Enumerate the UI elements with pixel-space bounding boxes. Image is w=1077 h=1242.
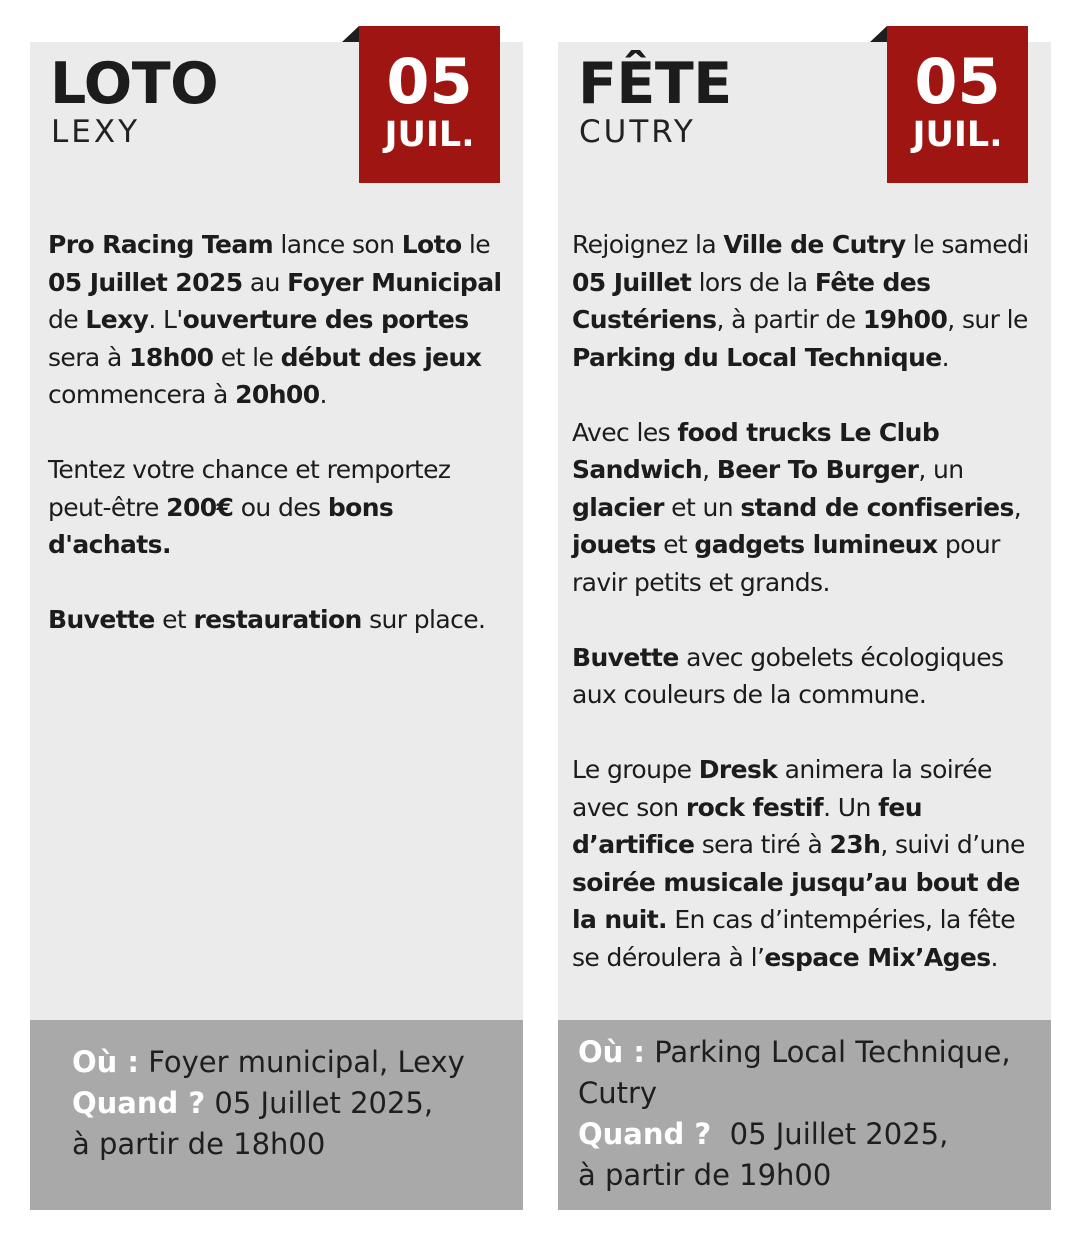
- description-paragraph: [48, 451, 518, 564]
- date-badge: [359, 26, 500, 183]
- text: . L': [148, 305, 183, 334]
- text: lors de la: [691, 267, 815, 297]
- text-bold: Ville de Cutry: [723, 230, 906, 259]
- event-description: [48, 226, 518, 676]
- text: ,: [702, 455, 717, 484]
- text: animera la soirée avec son: [572, 755, 992, 822]
- text: .: [319, 380, 327, 409]
- text-bold: Loto: [401, 230, 462, 259]
- text: Avec les: [572, 417, 678, 447]
- text: , à partir de: [716, 305, 863, 334]
- event-card-loto: [30, 42, 523, 1210]
- text: et le: [213, 342, 281, 372]
- where-label: Où :: [578, 1035, 645, 1069]
- event-location: LEXY: [51, 114, 141, 150]
- text-bold: Buvette: [48, 605, 155, 634]
- text-bold: Parking du Local Technique: [572, 342, 942, 372]
- text-bold: 20h00: [235, 380, 320, 409]
- text-bold: bons d'achats.: [48, 492, 394, 559]
- text: , suivi d’une: [880, 830, 1025, 859]
- where-value: Foyer municipal, Lexy: [139, 1045, 465, 1079]
- when-value: 05 Juillet 2025,: [205, 1086, 434, 1120]
- text-bold: Dresk: [698, 755, 778, 784]
- description-paragraph: [572, 414, 1044, 602]
- event-info-footer: [558, 1020, 1051, 1210]
- text-bold: Lexy: [85, 305, 149, 334]
- text-bold: 200€: [166, 492, 234, 522]
- text-bold: gadgets lumineux: [694, 530, 938, 559]
- text: de: [48, 305, 86, 334]
- text: .: [941, 342, 949, 372]
- text: et un: [663, 492, 741, 522]
- time-line: à partir de 19h00: [578, 1158, 832, 1192]
- date-day: 05: [386, 45, 473, 118]
- when-label: Quand ?: [72, 1086, 206, 1120]
- description-paragraph: [572, 639, 1044, 714]
- when-line: [578, 1114, 1051, 1155]
- text: . Un: [823, 792, 879, 822]
- event-title: FÊTE: [578, 51, 732, 117]
- text-bold: soirée musicale jusqu’au bout de la nuit.: [572, 867, 1020, 934]
- date-badge: [887, 26, 1028, 183]
- date-badge-fold: [342, 26, 359, 42]
- date-month: JUIL.: [912, 115, 1003, 155]
- text: Le groupe: [572, 755, 699, 784]
- event-location: CUTRY: [579, 114, 696, 150]
- text: Tentez votre chance et remportez peut-être: [48, 455, 451, 522]
- text-bold: Foyer Municipal: [287, 267, 502, 297]
- text: lance son: [273, 230, 402, 259]
- text-bold: ouverture des portes: [182, 305, 469, 334]
- description-paragraph: [572, 226, 1044, 376]
- text-bold: feu d’artifice: [572, 792, 922, 859]
- text-bold: food trucks Le Club Sandwich: [572, 417, 940, 484]
- when-value: 05 Juillet 2025,: [711, 1117, 949, 1151]
- text-bold: rock festif: [685, 792, 824, 822]
- text: , sur le: [947, 305, 1028, 334]
- text-bold: stand de confiseries: [740, 492, 1014, 522]
- event-card-fete: [558, 42, 1051, 1210]
- text-bold: 18h00: [129, 342, 214, 372]
- text-bold: Beer To Burger: [716, 455, 919, 484]
- text: et: [655, 530, 695, 559]
- event-description: [572, 226, 1044, 1014]
- event-title: LOTO: [50, 51, 219, 117]
- text: , un: [918, 455, 964, 484]
- text-bold: espace Mix’Ages: [764, 942, 991, 972]
- when-label: Quand ?: [578, 1117, 712, 1151]
- text: Rejoignez la: [572, 230, 724, 259]
- text-bold: 05 Juillet 2025: [48, 267, 243, 297]
- text-bold: jouets: [572, 530, 656, 559]
- date-day: 05: [914, 45, 1001, 118]
- text-bold: 19h00: [862, 305, 948, 334]
- where-line: [72, 1042, 523, 1083]
- text: En cas d’intempéries, la fête se déroulera à l’: [572, 905, 1016, 972]
- text: commencera à: [48, 380, 236, 409]
- text: ou des: [233, 492, 328, 522]
- text: avec gobelets écologiques aux couleurs de la commune.: [572, 642, 1004, 709]
- text: sera tiré à: [694, 830, 830, 859]
- text: le samedi: [905, 230, 1029, 259]
- when-line: [72, 1083, 523, 1124]
- event-info-footer: [30, 1020, 523, 1210]
- text: pour ravir petits et grands.: [572, 530, 1000, 597]
- date-month: JUIL.: [384, 115, 475, 155]
- text: sur place.: [361, 605, 486, 634]
- text: et: [154, 605, 194, 634]
- where-line-2: Cutry: [578, 1076, 658, 1110]
- where-line: [578, 1032, 1051, 1073]
- text-bold: début des jeux: [280, 342, 482, 372]
- text: le: [461, 230, 491, 259]
- text: au: [242, 267, 288, 297]
- text: ,: [1013, 492, 1022, 522]
- where-value: Parking Local Technique,: [645, 1035, 1011, 1069]
- text-bold: Buvette: [572, 642, 679, 672]
- text-bold: Fête des Custériens: [572, 267, 931, 334]
- time-line: à partir de 18h00: [72, 1127, 326, 1161]
- text-bold: Pro Racing Team: [48, 230, 274, 259]
- text-bold: restauration: [193, 605, 362, 634]
- text: sera à: [48, 342, 130, 372]
- description-paragraph: [572, 751, 1044, 976]
- text-bold: 23h: [829, 830, 881, 859]
- where-label: Où :: [72, 1045, 139, 1079]
- date-badge-fold: [870, 26, 887, 42]
- description-paragraph: [48, 226, 518, 414]
- text: .: [990, 942, 998, 972]
- text-bold: glacier: [572, 492, 664, 522]
- text-bold: 05 Juillet: [572, 267, 692, 297]
- description-paragraph: [48, 601, 518, 639]
